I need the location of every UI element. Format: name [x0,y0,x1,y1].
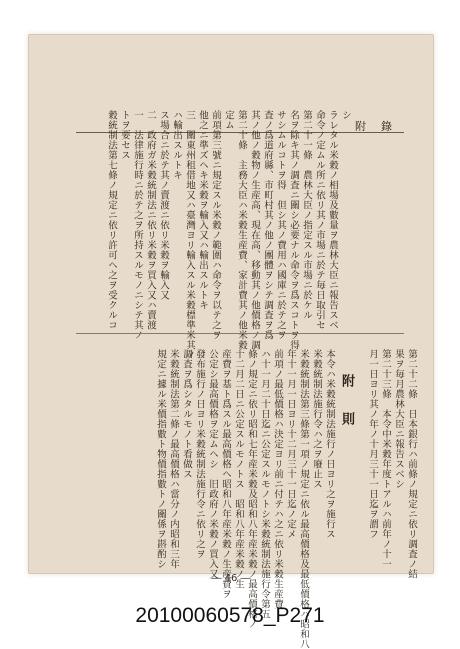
text-column: 十二月二日ニ公定スルモノトス 昭和八年産米穀ノ生 [233,349,244,589]
text-column: 第二十二條 日本銀行ハ前條ノ規定ニ依リ調査ノ結 [406,349,417,579]
text-column: ハ輸出スルトキ [171,110,182,180]
text-column: 第二十條 主務大臣ハ米穀生産費、家計費其ノ他米穀 [236,110,247,350]
text-column: 穀統制法第七條ノ規定ニ依リ許可ヘ之ヲ受クルコ [106,110,117,330]
text-column: 公定シ最高價格ヲ定ムヘシ 旧政府ノ米穀ノ買入又 [207,349,218,579]
text-column: 米穀統制法第二條ノ最高價格ハ當分ノ内昭和三年 [168,349,179,569]
section-divider [76,333,404,334]
text-column: 査ノ爲道府縣、市町村其ノ他ノ團體ヲシテ調査ヲ爲 [262,110,273,340]
text-column: 三 關東州租借地又ハ臺灣ヨリ輸入スル米穀標準米其ノ [184,110,195,360]
text-column: 規定ニ據ル米價指數ト物價指數トノ關係ヲ斟酌シ [155,349,166,569]
text-column: 月一日ヨリ其ノ年ノ十月三十一日迄ヲ謂フ [367,349,378,539]
text-column: 産費ヲ基ト爲スル最高價格ヘ昭和八年産米穀ノ生産費ヲ [220,349,231,599]
text-column: 發布施行ノ日ヨリ米穀統制法施行令ニ依リ之ヲ [194,349,205,559]
text-column: 條ノ規定ニ依リ昭和七年産米穀及昭和八年産米穀ノ最高價格ノ [246,349,257,629]
page-number: ― 46 ― [211,573,251,584]
text-column: サシムルコトヲ得 但シ其ノ費用ハ國庫ニ於テ之ヲ [275,110,286,340]
text-column: 他之ニ準ズヘキ米穀ヲ輸入又ハ輸出スルトキ [197,110,208,310]
text-column: 米穀統制法第三條第一項ノ規定ニ依ル最高價格及最低價格ハ昭和八 [298,349,309,649]
text-column: 年十一月一日ヨリ十二月三十一日迄ノ定メ [285,349,296,539]
text-column: 第二十一條 農林大臣ノ指定スル市場ニ於ケル [301,110,312,320]
text-column: ラレタル米穀ノ相場及數量ヲ農林大臣ニ報告スベ [327,110,338,330]
image-caption: 20100060578_P271 [135,604,325,627]
text-column: 調査ヲ爲シタルモノト看做ス [181,349,192,479]
text-column: 命令ノ定ムル所ニ依リ其ノ市場ニ於テ毎日取引セ [314,110,325,330]
text-column: 果ヲ毎月農林大臣ニ報告スベシ [393,349,404,489]
text-column: ス場合ニ於テ其ノ賣渡ニ依リ米穀ヲ輸入又 [158,110,169,300]
text-column: 前項第三號ニ規定スル米穀ノ範圍ハ命令ヲ以テ之ヲ [210,110,221,340]
text-column: トヲ要セス [119,110,130,160]
text-column: 定ム [223,110,234,130]
text-column: 二 政府ガ米穀統制法ニ依リ米穀ヲ買入又ハ賣渡 [145,110,156,330]
text-column: シ [340,110,351,120]
text-column: 本令ハ米穀統制法施行ノ日ヨリ之ヲ施行ス [324,349,335,539]
text-column: ハ十一月二十日迄ニ公定スルモノトシ米穀統制法施行令第五 [259,349,270,619]
appendix-title: 附 則 [339,374,354,431]
text-column: 前項ノ最低價格ハ決定ヨリ前ニ付テハ之ニ依リ米穀生産費 [272,349,283,609]
section-header: 附 錄 [355,120,394,133]
text-column: 一 法律施行時ニ於テ之ヲ所持スルモノニシテ其ノ [132,110,143,340]
text-column: 其ノ他ノ穀物ノ生産高、現在高、移動其ノ他價格ノ調 [249,110,260,350]
text-column: 第二十三條 本令中米穀年度トアルハ前年ノ十一 [380,349,391,569]
text-column: 米穀統制法施行令ハ之ヲ廢止ス [311,349,322,489]
text-column: 名ヲ除キ其ノ調査ニ關シ必要ナル命令ヲ爲スコトヲ得 [288,110,299,350]
